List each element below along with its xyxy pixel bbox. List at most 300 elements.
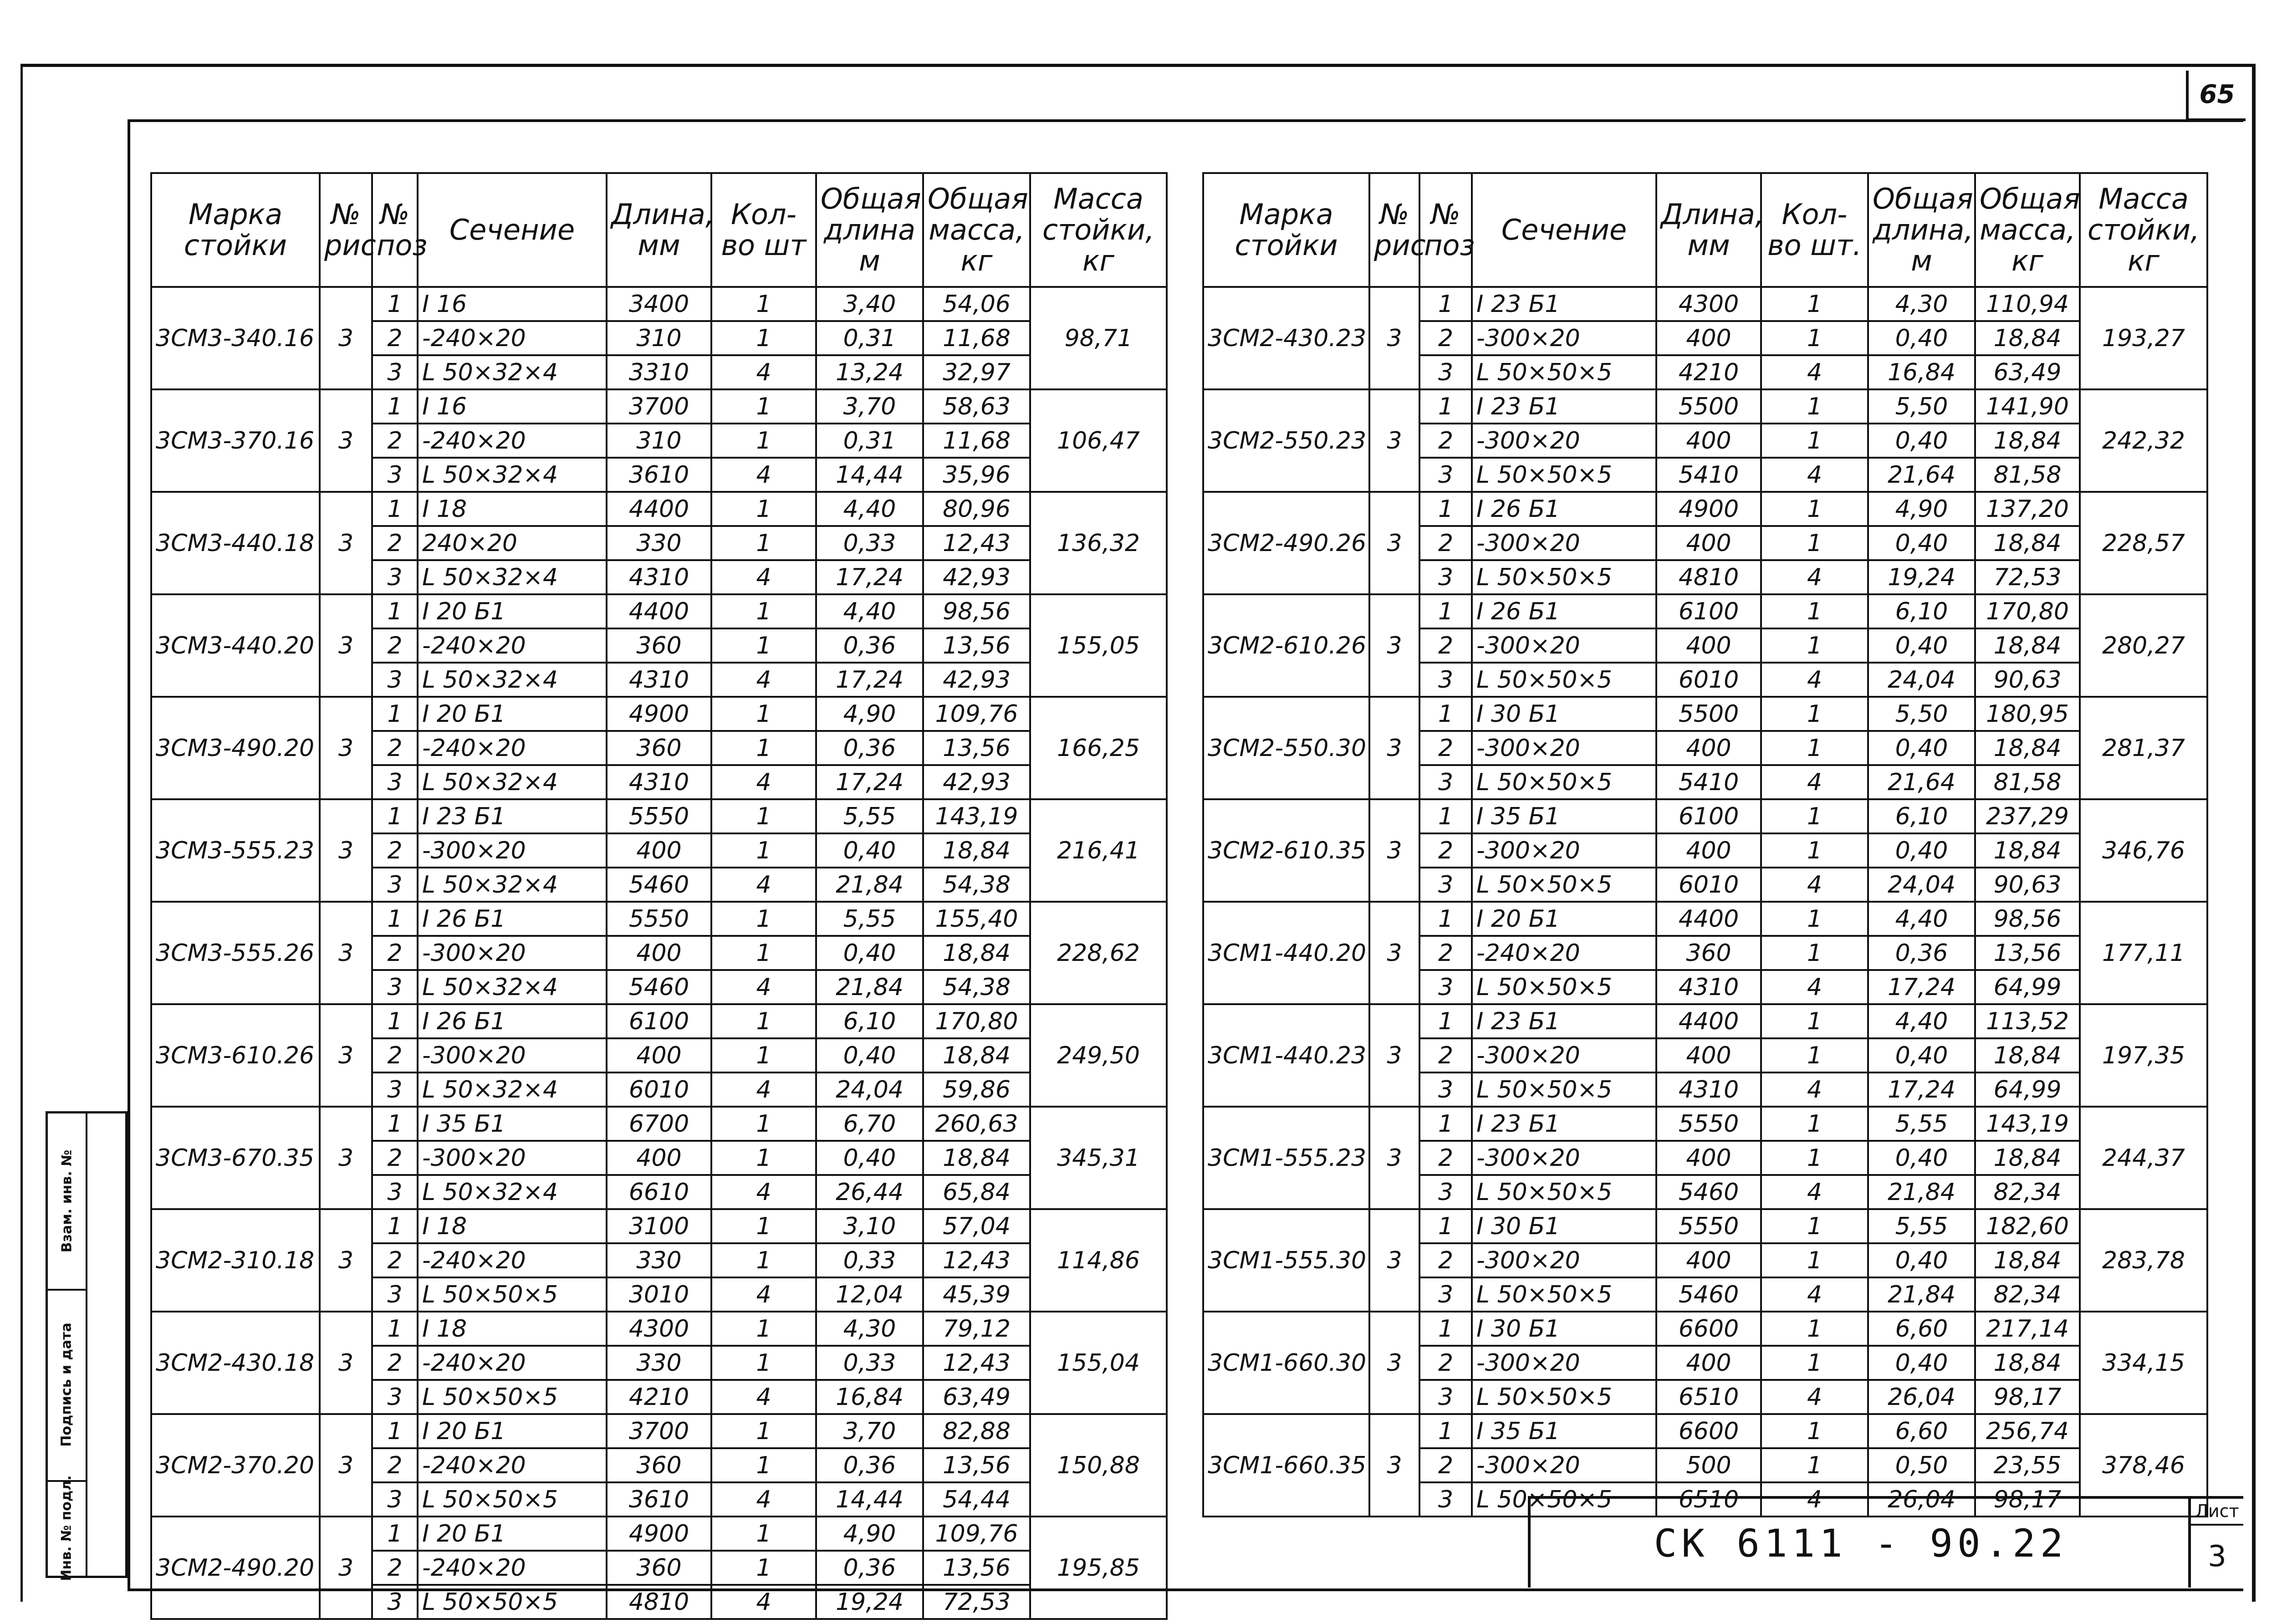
position-number: 2 bbox=[372, 1448, 418, 1482]
figure-number: 3 bbox=[1369, 1414, 1419, 1517]
section-profile: I 20 Б1 bbox=[1472, 902, 1656, 936]
total-length: 21,64 bbox=[1868, 765, 1975, 799]
column-mark: 3СМ1-555.23 bbox=[1203, 1107, 1369, 1209]
total-mass: 18,84 bbox=[1975, 526, 2080, 560]
position-number: 1 bbox=[1419, 1414, 1472, 1448]
total-length: 4,30 bbox=[1868, 287, 1975, 321]
total-length: 6,60 bbox=[1868, 1414, 1975, 1448]
section-profile: L 50×32×4 bbox=[418, 1175, 607, 1209]
length-mm: 4310 bbox=[1656, 1072, 1761, 1107]
length-mm: 400 bbox=[607, 833, 711, 868]
figure-number: 3 bbox=[1369, 1004, 1419, 1107]
length-mm: 4400 bbox=[607, 594, 711, 628]
quantity: 1 bbox=[711, 1038, 816, 1072]
length-mm: 5500 bbox=[1656, 697, 1761, 731]
column-mass: 155,04 bbox=[1030, 1312, 1167, 1414]
header-total-mass: Общая масса, кг bbox=[923, 173, 1030, 287]
length-mm: 5460 bbox=[1656, 1277, 1761, 1312]
total-mass: 80,96 bbox=[923, 492, 1030, 526]
total-mass: 18,84 bbox=[1975, 833, 2080, 868]
section-profile: -240×20 bbox=[418, 1346, 607, 1380]
total-mass: 137,20 bbox=[1975, 492, 2080, 526]
quantity: 4 bbox=[711, 1380, 816, 1414]
section-profile: -240×20 bbox=[418, 321, 607, 355]
quantity: 1 bbox=[711, 1346, 816, 1380]
length-mm: 6100 bbox=[1656, 799, 1761, 833]
total-length: 0,40 bbox=[1868, 833, 1975, 868]
length-mm: 400 bbox=[1656, 1346, 1761, 1380]
quantity: 4 bbox=[1761, 868, 1868, 902]
header-qty: Кол-во шт bbox=[711, 173, 816, 287]
quantity: 1 bbox=[1761, 492, 1868, 526]
column-mark: 3СМ1-440.20 bbox=[1203, 902, 1369, 1004]
total-length: 13,24 bbox=[816, 355, 923, 389]
header-total-length: Общая длина, м bbox=[1868, 173, 1975, 287]
position-number: 3 bbox=[1419, 1482, 1472, 1517]
column-mark: 3СМ2-430.18 bbox=[151, 1312, 320, 1414]
table-row bbox=[1203, 1312, 2207, 1346]
column-mark: 3СМ3-370.16 bbox=[151, 389, 320, 492]
total-mass: 72,53 bbox=[1975, 560, 2080, 594]
position-number: 1 bbox=[372, 389, 418, 424]
total-length: 5,50 bbox=[1868, 697, 1975, 731]
total-length: 26,04 bbox=[1868, 1482, 1975, 1517]
total-length: 0,40 bbox=[1868, 1141, 1975, 1175]
quantity: 4 bbox=[711, 765, 816, 799]
section-profile: -300×20 bbox=[1472, 628, 1656, 663]
column-mark: 3СМ2-370.20 bbox=[151, 1414, 320, 1517]
position-number: 2 bbox=[372, 628, 418, 663]
section-profile: L 50×50×5 bbox=[1472, 458, 1656, 492]
total-length: 6,10 bbox=[1868, 594, 1975, 628]
side-stamp-labels bbox=[48, 1113, 87, 1581]
length-mm: 6010 bbox=[1656, 868, 1761, 902]
total-mass: 110,94 bbox=[1975, 287, 2080, 321]
position-number: 3 bbox=[372, 868, 418, 902]
position-number: 2 bbox=[372, 731, 418, 765]
table-row bbox=[1203, 1107, 2207, 1141]
length-mm: 400 bbox=[1656, 731, 1761, 765]
total-mass: 64,99 bbox=[1975, 1072, 2080, 1107]
position-number: 3 bbox=[372, 970, 418, 1004]
section-profile: -300×20 bbox=[1472, 424, 1656, 458]
total-length: 4,90 bbox=[816, 1517, 923, 1551]
position-number: 1 bbox=[372, 594, 418, 628]
total-mass: 13,56 bbox=[1975, 936, 2080, 970]
position-number: 3 bbox=[372, 1175, 418, 1209]
total-mass: 11,68 bbox=[923, 424, 1030, 458]
header-length: Длина, мм bbox=[607, 173, 711, 287]
column-mass: 150,88 bbox=[1030, 1414, 1167, 1517]
section-profile: -240×20 bbox=[418, 1551, 607, 1585]
total-mass: 98,56 bbox=[923, 594, 1030, 628]
quantity: 1 bbox=[1761, 799, 1868, 833]
quantity: 1 bbox=[1761, 1038, 1868, 1072]
length-mm: 6010 bbox=[607, 1072, 711, 1107]
total-length: 0,31 bbox=[816, 424, 923, 458]
length-mm: 4300 bbox=[1656, 287, 1761, 321]
quantity: 1 bbox=[711, 628, 816, 663]
total-mass: 63,49 bbox=[1975, 355, 2080, 389]
section-profile: -300×20 bbox=[418, 1141, 607, 1175]
section-profile: -240×20 bbox=[418, 1448, 607, 1482]
quantity: 1 bbox=[711, 1517, 816, 1551]
position-number: 2 bbox=[1419, 731, 1472, 765]
position-number: 2 bbox=[1419, 1038, 1472, 1072]
position-number: 2 bbox=[372, 1346, 418, 1380]
total-mass: 18,84 bbox=[923, 936, 1030, 970]
total-mass: 143,19 bbox=[1975, 1107, 2080, 1141]
position-number: 1 bbox=[372, 1004, 418, 1038]
position-number: 1 bbox=[1419, 287, 1472, 321]
length-mm: 360 bbox=[607, 731, 711, 765]
side-cell bbox=[48, 1113, 86, 1291]
quantity: 1 bbox=[1761, 1141, 1868, 1175]
section-profile: I 20 Б1 bbox=[418, 594, 607, 628]
total-length: 0,36 bbox=[816, 628, 923, 663]
total-length: 5,55 bbox=[1868, 1107, 1975, 1141]
sheet-number-box bbox=[2188, 1496, 2243, 1588]
column-mark: 3СМ3-340.16 bbox=[151, 287, 320, 389]
total-length: 17,24 bbox=[1868, 970, 1975, 1004]
quantity: 1 bbox=[1761, 594, 1868, 628]
table-row bbox=[1203, 902, 2207, 936]
length-mm: 3010 bbox=[607, 1277, 711, 1312]
length-mm: 5460 bbox=[607, 970, 711, 1004]
length-mm: 6100 bbox=[607, 1004, 711, 1038]
figure-number: 3 bbox=[320, 389, 372, 492]
table-row bbox=[1203, 389, 2207, 424]
quantity: 1 bbox=[1761, 1243, 1868, 1277]
total-mass: 54,06 bbox=[923, 287, 1030, 321]
figure-number: 3 bbox=[320, 902, 372, 1004]
section-profile: -300×20 bbox=[1472, 526, 1656, 560]
total-mass: 82,34 bbox=[1975, 1175, 2080, 1209]
section-profile: L 50×32×4 bbox=[418, 868, 607, 902]
section-profile: -300×20 bbox=[1472, 321, 1656, 355]
total-length: 4,40 bbox=[816, 492, 923, 526]
quantity: 1 bbox=[711, 1107, 816, 1141]
section-profile: I 26 Б1 bbox=[1472, 492, 1656, 526]
quantity: 1 bbox=[711, 833, 816, 868]
quantity: 1 bbox=[1761, 1414, 1868, 1448]
total-mass: 13,56 bbox=[923, 1551, 1030, 1585]
length-mm: 3310 bbox=[607, 355, 711, 389]
position-number: 2 bbox=[372, 936, 418, 970]
column-mass: 242,32 bbox=[2080, 389, 2207, 492]
table-row bbox=[151, 389, 1167, 424]
position-number: 1 bbox=[1419, 902, 1472, 936]
quantity: 1 bbox=[1761, 1312, 1868, 1346]
section-profile: L 50×32×4 bbox=[418, 970, 607, 1004]
section-profile: I 20 Б1 bbox=[418, 1414, 607, 1448]
figure-number: 3 bbox=[1369, 799, 1419, 902]
total-mass: 72,53 bbox=[923, 1585, 1030, 1619]
length-mm: 5500 bbox=[1656, 389, 1761, 424]
position-number: 2 bbox=[372, 1551, 418, 1585]
position-number: 1 bbox=[1419, 1312, 1472, 1346]
column-mark: 3СМ2-430.23 bbox=[1203, 287, 1369, 389]
table-row bbox=[1203, 594, 2207, 628]
quantity: 4 bbox=[711, 970, 816, 1004]
figure-number: 3 bbox=[1369, 594, 1419, 697]
section-profile: I 18 bbox=[418, 1209, 607, 1243]
length-mm: 5550 bbox=[607, 902, 711, 936]
total-mass: 81,58 bbox=[1975, 458, 2080, 492]
column-mark: 3СМ2-610.35 bbox=[1203, 799, 1369, 902]
total-length: 24,04 bbox=[816, 1072, 923, 1107]
length-mm: 500 bbox=[1656, 1448, 1761, 1482]
total-mass: 18,84 bbox=[1975, 1346, 2080, 1380]
section-profile: L 50×50×5 bbox=[418, 1277, 607, 1312]
quantity: 1 bbox=[711, 424, 816, 458]
header-pic: № рис bbox=[320, 173, 372, 287]
section-profile: L 50×50×5 bbox=[418, 1380, 607, 1414]
position-number: 1 bbox=[372, 697, 418, 731]
position-number: 3 bbox=[1419, 1072, 1472, 1107]
header-length: Длина, мм bbox=[1656, 173, 1761, 287]
column-mass: 334,15 bbox=[2080, 1312, 2207, 1414]
total-mass: 260,63 bbox=[923, 1107, 1030, 1141]
section-profile: L 50×50×5 bbox=[1472, 765, 1656, 799]
total-mass: 81,58 bbox=[1975, 765, 2080, 799]
figure-number: 3 bbox=[1369, 1209, 1419, 1312]
column-mass: 193,27 bbox=[2080, 287, 2207, 389]
section-profile: I 16 bbox=[418, 287, 607, 321]
section-profile: L 50×50×5 bbox=[1472, 1277, 1656, 1312]
table-row bbox=[151, 1312, 1167, 1346]
sheet-number: 3 bbox=[2208, 1540, 2226, 1573]
position-number: 3 bbox=[372, 1585, 418, 1619]
section-profile: I 23 Б1 bbox=[1472, 389, 1656, 424]
total-mass: 54,38 bbox=[923, 868, 1030, 902]
figure-number: 3 bbox=[320, 1107, 372, 1209]
total-length: 0,36 bbox=[1868, 936, 1975, 970]
quantity: 1 bbox=[1761, 1209, 1868, 1243]
total-length: 0,40 bbox=[1868, 526, 1975, 560]
section-profile: L 50×50×5 bbox=[1472, 1380, 1656, 1414]
section-profile: -300×20 bbox=[418, 833, 607, 868]
column-mass: 228,62 bbox=[1030, 902, 1167, 1004]
total-mass: 54,44 bbox=[923, 1482, 1030, 1517]
position-number: 3 bbox=[372, 663, 418, 697]
side-stamp bbox=[46, 1111, 128, 1581]
section-profile: L 50×32×4 bbox=[418, 560, 607, 594]
total-length: 0,40 bbox=[1868, 1346, 1975, 1380]
position-number: 1 bbox=[372, 1209, 418, 1243]
length-mm: 400 bbox=[1656, 628, 1761, 663]
quantity: 1 bbox=[711, 389, 816, 424]
length-mm: 6510 bbox=[1656, 1482, 1761, 1517]
section-profile: I 23 Б1 bbox=[418, 799, 607, 833]
section-profile: L 50×50×5 bbox=[1472, 355, 1656, 389]
section-profile: I 30 Б1 bbox=[1472, 1209, 1656, 1243]
length-mm: 4310 bbox=[607, 765, 711, 799]
column-mark: 3СМ2-490.20 bbox=[151, 1517, 320, 1619]
header-column-mass: Масса стойки, кг bbox=[2080, 173, 2207, 287]
total-length: 0,40 bbox=[816, 1038, 923, 1072]
total-mass: 82,34 bbox=[1975, 1277, 2080, 1312]
total-mass: 170,80 bbox=[1975, 594, 2080, 628]
total-mass: 143,19 bbox=[923, 799, 1030, 833]
table-row bbox=[151, 594, 1167, 628]
column-mass: 228,57 bbox=[2080, 492, 2207, 594]
column-mass: 244,37 bbox=[2080, 1107, 2207, 1209]
position-number: 1 bbox=[372, 1414, 418, 1448]
total-mass: 13,56 bbox=[923, 628, 1030, 663]
document-code: СК 6111 - 90.22 bbox=[1528, 1496, 2191, 1588]
figure-number: 3 bbox=[1369, 1312, 1419, 1414]
column-mass: 98,71 bbox=[1030, 287, 1167, 389]
column-mark: 3СМ1-555.30 bbox=[1203, 1209, 1369, 1312]
column-mass: 114,86 bbox=[1030, 1209, 1167, 1312]
total-length: 12,04 bbox=[816, 1277, 923, 1312]
quantity: 1 bbox=[1761, 389, 1868, 424]
length-mm: 400 bbox=[607, 936, 711, 970]
quantity: 4 bbox=[1761, 355, 1868, 389]
length-mm: 4300 bbox=[607, 1312, 711, 1346]
position-number: 2 bbox=[372, 424, 418, 458]
total-length: 17,24 bbox=[1868, 1072, 1975, 1107]
total-length: 21,64 bbox=[1868, 458, 1975, 492]
position-number: 2 bbox=[1419, 1448, 1472, 1482]
position-number: 2 bbox=[372, 321, 418, 355]
total-mass: 18,84 bbox=[1975, 731, 2080, 765]
quantity: 1 bbox=[711, 321, 816, 355]
table-row bbox=[151, 799, 1167, 833]
total-mass: 54,38 bbox=[923, 970, 1030, 1004]
section-profile: L 50×50×5 bbox=[418, 1482, 607, 1517]
figure-number: 3 bbox=[320, 1312, 372, 1414]
length-mm: 5460 bbox=[607, 868, 711, 902]
section-profile: -300×20 bbox=[1472, 833, 1656, 868]
quantity: 1 bbox=[711, 1414, 816, 1448]
total-length: 3,10 bbox=[816, 1209, 923, 1243]
total-mass: 65,84 bbox=[923, 1175, 1030, 1209]
header-total-length: Общая длина м bbox=[816, 173, 923, 287]
position-number: 1 bbox=[372, 1517, 418, 1551]
quantity: 4 bbox=[1761, 1072, 1868, 1107]
quantity: 1 bbox=[1761, 1004, 1868, 1038]
length-mm: 5550 bbox=[1656, 1107, 1761, 1141]
section-profile: I 30 Б1 bbox=[1472, 697, 1656, 731]
total-mass: 79,12 bbox=[923, 1312, 1030, 1346]
total-length: 17,24 bbox=[816, 663, 923, 697]
section-profile: -240×20 bbox=[418, 1243, 607, 1277]
total-mass: 98,56 bbox=[1975, 902, 2080, 936]
figure-number: 3 bbox=[320, 594, 372, 697]
length-mm: 5460 bbox=[1656, 1175, 1761, 1209]
position-number: 1 bbox=[372, 1107, 418, 1141]
position-number: 3 bbox=[372, 560, 418, 594]
total-mass: 90,63 bbox=[1975, 868, 2080, 902]
side-stamp-values bbox=[87, 1113, 125, 1576]
total-length: 0,50 bbox=[1868, 1448, 1975, 1482]
column-mark: 3СМ2-490.26 bbox=[1203, 492, 1369, 594]
quantity: 1 bbox=[711, 1312, 816, 1346]
quantity: 1 bbox=[1761, 731, 1868, 765]
position-number: 3 bbox=[1419, 1380, 1472, 1414]
column-mass: 155,05 bbox=[1030, 594, 1167, 697]
total-length: 6,60 bbox=[1868, 1312, 1975, 1346]
section-profile: L 50×50×5 bbox=[1472, 1482, 1656, 1517]
section-profile: -300×20 bbox=[1472, 731, 1656, 765]
section-profile: I 35 Б1 bbox=[1472, 799, 1656, 833]
total-mass: 13,56 bbox=[923, 731, 1030, 765]
page-number: 65 bbox=[2186, 71, 2246, 121]
total-length: 4,40 bbox=[1868, 902, 1975, 936]
figure-number: 3 bbox=[320, 1414, 372, 1517]
figure-number: 3 bbox=[1369, 902, 1419, 1004]
quantity: 1 bbox=[1761, 833, 1868, 868]
total-length: 21,84 bbox=[816, 970, 923, 1004]
quantity: 1 bbox=[711, 526, 816, 560]
total-length: 0,33 bbox=[816, 1243, 923, 1277]
length-mm: 330 bbox=[607, 526, 711, 560]
column-mass: 197,35 bbox=[2080, 1004, 2207, 1107]
total-mass: 42,93 bbox=[923, 765, 1030, 799]
column-mark: 3СМ2-550.23 bbox=[1203, 389, 1369, 492]
length-mm: 330 bbox=[607, 1243, 711, 1277]
header-pic: № рис bbox=[1369, 173, 1419, 287]
total-mass: 182,60 bbox=[1975, 1209, 2080, 1243]
position-number: 1 bbox=[1419, 389, 1472, 424]
length-mm: 400 bbox=[1656, 526, 1761, 560]
position-number: 1 bbox=[372, 492, 418, 526]
total-length: 3,40 bbox=[816, 287, 923, 321]
length-mm: 310 bbox=[607, 321, 711, 355]
length-mm: 4310 bbox=[607, 663, 711, 697]
total-length: 0,40 bbox=[816, 936, 923, 970]
total-mass: 180,95 bbox=[1975, 697, 2080, 731]
column-mass: 106,47 bbox=[1030, 389, 1167, 492]
length-mm: 400 bbox=[1656, 833, 1761, 868]
section-profile: L 50×50×5 bbox=[1472, 663, 1656, 697]
total-mass: 170,80 bbox=[923, 1004, 1030, 1038]
total-length: 6,70 bbox=[816, 1107, 923, 1141]
total-length: 0,40 bbox=[816, 833, 923, 868]
position-number: 2 bbox=[1419, 321, 1472, 355]
length-mm: 6010 bbox=[1656, 663, 1761, 697]
total-mass: 18,84 bbox=[923, 1141, 1030, 1175]
section-profile: I 26 Б1 bbox=[418, 902, 607, 936]
table-row bbox=[151, 1004, 1167, 1038]
section-profile: I 23 Б1 bbox=[1472, 287, 1656, 321]
table-row bbox=[151, 1209, 1167, 1243]
total-mass: 155,40 bbox=[923, 902, 1030, 936]
position-number: 2 bbox=[1419, 1141, 1472, 1175]
quantity: 1 bbox=[1761, 287, 1868, 321]
length-mm: 400 bbox=[1656, 424, 1761, 458]
header-column-mass: Масса стойки, кг bbox=[1030, 173, 1167, 287]
length-mm: 5550 bbox=[1656, 1209, 1761, 1243]
sheet-label: Лист bbox=[2191, 1499, 2243, 1526]
total-length: 3,70 bbox=[816, 389, 923, 424]
column-mass: 249,50 bbox=[1030, 1004, 1167, 1107]
length-mm: 6510 bbox=[1656, 1380, 1761, 1414]
position-number: 3 bbox=[372, 765, 418, 799]
header-qty: Кол-во шт. bbox=[1761, 173, 1868, 287]
total-mass: 109,76 bbox=[923, 697, 1030, 731]
header-total-mass: Общая масса, кг bbox=[1975, 173, 2080, 287]
total-mass: 64,99 bbox=[1975, 970, 2080, 1004]
total-mass: 98,17 bbox=[1975, 1380, 2080, 1414]
total-mass: 18,84 bbox=[1975, 1243, 2080, 1277]
column-mass: 195,85 bbox=[1030, 1517, 1167, 1619]
total-mass: 12,43 bbox=[923, 526, 1030, 560]
figure-number: 3 bbox=[1369, 1107, 1419, 1209]
column-mark: 3СМ3-440.20 bbox=[151, 594, 320, 697]
